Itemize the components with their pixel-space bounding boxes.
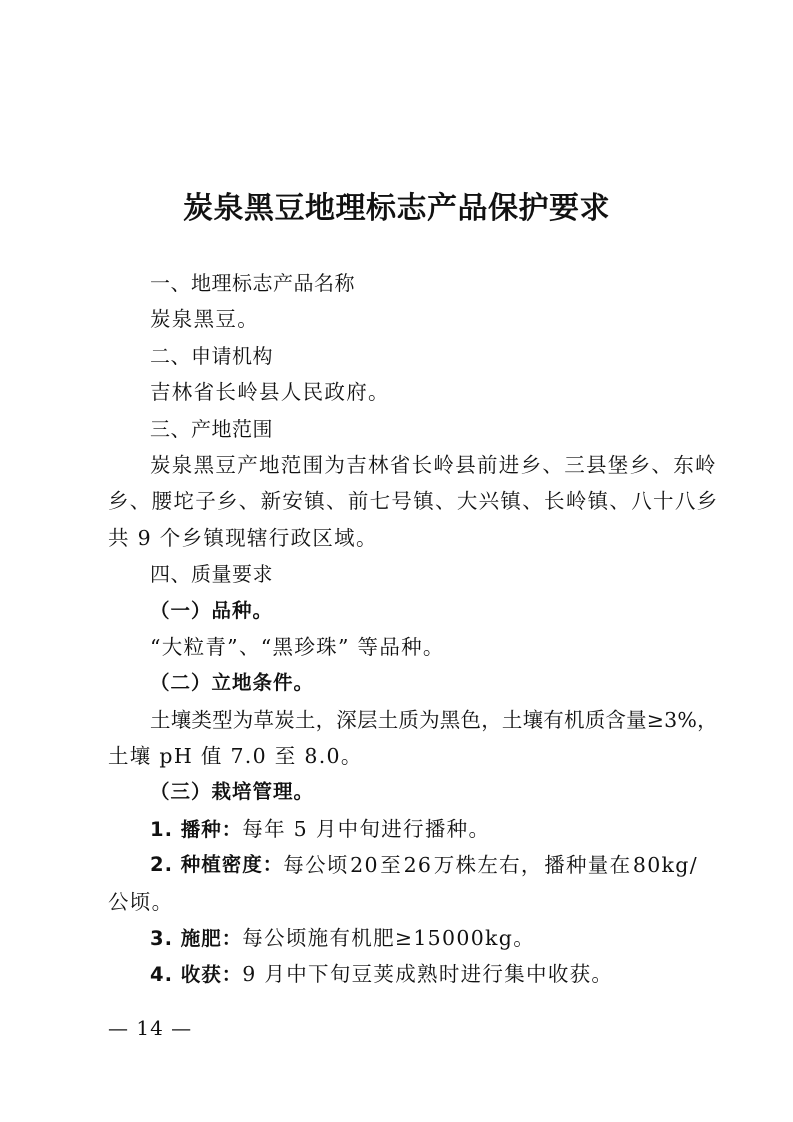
text-segment: 三县堡乡、	[564, 452, 674, 477]
text-segment: 八十八乡	[631, 489, 719, 514]
text-segment: 大兴镇、	[456, 489, 545, 514]
item-text: 每年 5 月中旬进行播种。	[242, 816, 491, 841]
cultivation-item-density-line-2: 公顷。	[108, 889, 174, 914]
document-title: 炭泉黑豆地理标志产品保护要求	[183, 191, 610, 226]
cultivation-item-fertilizing	[108, 920, 698, 956]
section-3-line-1	[108, 447, 717, 483]
text-segment: 每公顷	[283, 853, 349, 878]
section-3-line-3: 共 9 个乡镇现辖行政区域。	[108, 525, 378, 550]
item-text: 每公顷施有机肥≥15000kg。	[242, 926, 536, 951]
item-label: 4. 收获：	[150, 963, 243, 987]
section-3-line-2	[108, 483, 719, 519]
text-segment: 26	[403, 853, 433, 878]
item-label: 1. 播种：	[150, 817, 243, 841]
text-segment: 乡、	[108, 489, 152, 514]
text-segment: 20	[350, 853, 379, 878]
cultivation-item-density	[108, 847, 698, 883]
document-body	[108, 265, 719, 993]
section-3-heading: 三、产地范围	[150, 416, 273, 441]
subsection-site-line-2: 土壤 pH 值 7.0 至 8.0。	[108, 744, 363, 769]
text-segment: 炭泉黑豆产地范围为吉林省长岭县前进乡、	[150, 452, 565, 477]
item-label: 2. 种植密度：	[150, 853, 284, 877]
subsection-site-line-1: 土壤类型为草炭土，深层土质为黑色，土壤有机质含量≥3%，	[150, 707, 718, 732]
section-1-text: 炭泉黑豆。	[150, 307, 259, 332]
cultivation-item-harvest	[108, 956, 698, 992]
section-2-heading: 二、申请机构	[150, 343, 273, 368]
text-segment: 80kg/	[632, 853, 698, 878]
text-segment: 腰坨子乡、	[151, 489, 261, 514]
item-label: 3. 施肥：	[150, 927, 243, 951]
text-segment: 万株左右，	[433, 853, 543, 878]
subsection-cultivation-heading: （三）栽培管理。	[150, 780, 315, 804]
section-1-heading: 一、地理标志产品名称	[150, 271, 355, 295]
item-text	[283, 847, 698, 883]
subsection-site-heading: （二）立地条件。	[150, 671, 315, 695]
subsection-variety-text: “大粒青”、“黑珍珠” 等品种。	[150, 634, 445, 659]
page-number: — 14 —	[108, 1016, 193, 1040]
item-text: 9 月中下旬豆荚成熟时进行集中收获。	[242, 962, 614, 987]
section-4-heading: 四、质量要求	[150, 562, 273, 587]
text-segment: 播种量在	[544, 853, 632, 878]
section-2-text: 吉林省长岭县人民政府。	[150, 380, 390, 405]
cultivation-item-sowing	[108, 811, 698, 847]
text-segment: 前七号镇、	[347, 489, 457, 514]
subsection-variety-heading: （一）品种。	[150, 598, 274, 622]
text-segment: 东岭	[673, 452, 717, 477]
text-segment: 新安镇、	[260, 489, 348, 514]
text-segment: 长岭镇、	[544, 489, 632, 514]
text-segment: 至	[380, 853, 403, 878]
